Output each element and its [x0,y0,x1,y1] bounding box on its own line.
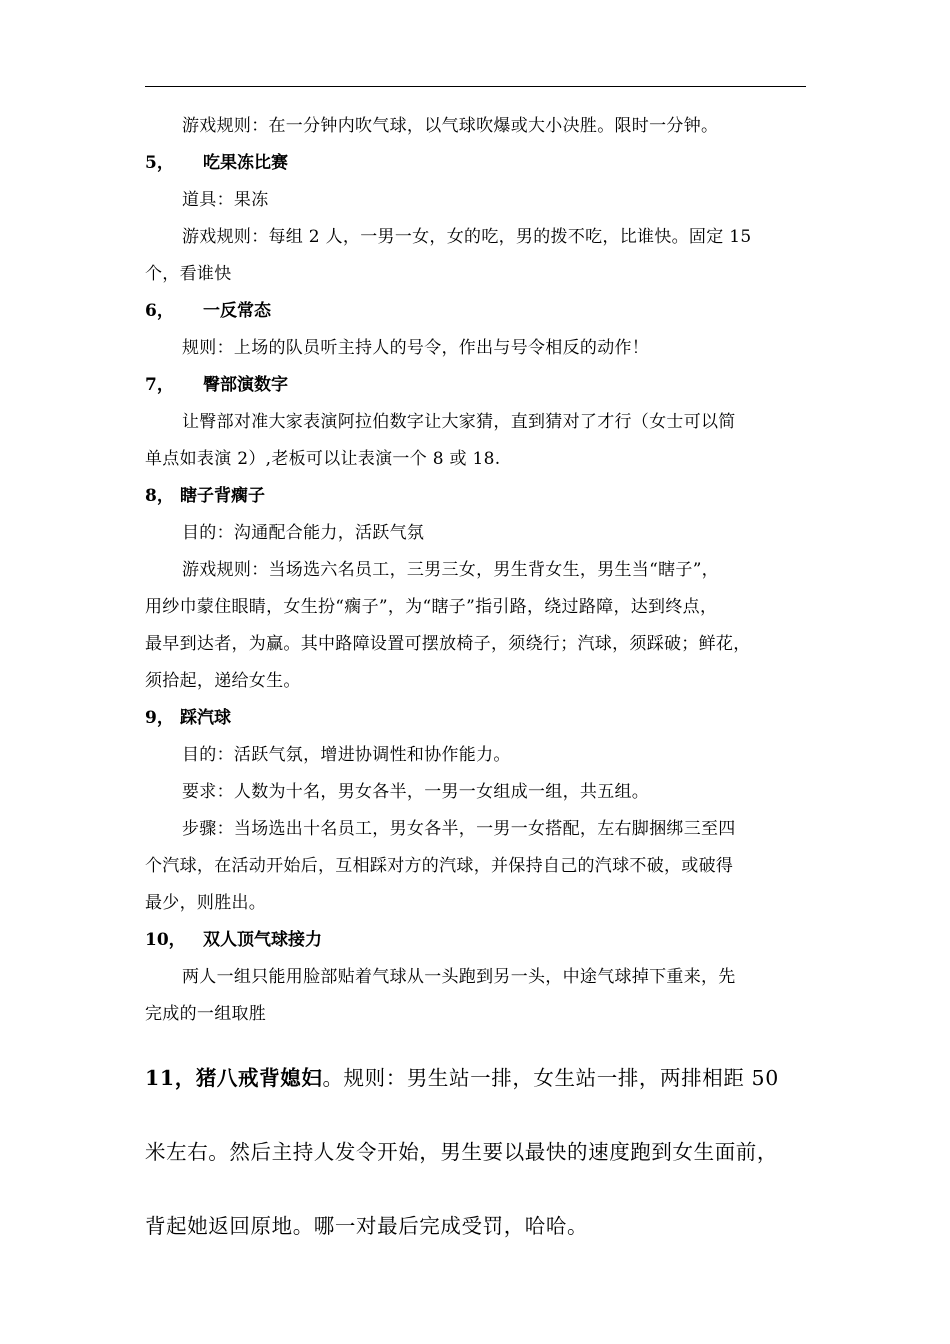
item-9-number: 9， [145,708,174,728]
item-10-text-line-2: 完成的一组取胜 [145,1004,267,1024]
item-10-heading [145,922,817,959]
item-6-number: 6， [145,301,174,321]
item-7-text-line-1: 让臀部对准大家表演阿拉伯数字让大家猜，直到猜对了才行（女士可以简 [182,412,736,432]
item-11-text-line-1: 。规则：男生站一排，女生站一排，两排相距 50 [322,1066,779,1090]
item-11-block [145,1041,817,1263]
item-8-rule-line-3: 最早到达者，为赢。其中路障设置可摆放椅子，须绕行；汽球，须踩破；鲜花， [145,634,751,654]
item-5-rule-line-1: 游戏规则：每组 2 人，一男一女，女的吃，男的拨不吃，比谁快。固定 15 [182,227,752,247]
item-10-title: 双人顶气球接力 [203,930,322,950]
item-5-rule-line-2: 个，看谁快 [145,264,232,284]
item-8-rule-line-1: 游戏规则：当场选六名员工，三男三女，男生背女生，男生当“瞎子”， [182,560,719,580]
item-9-heading [145,700,817,737]
item-5-title: 吃果冻比赛 [203,153,288,173]
item-5-number: 5， [145,153,174,173]
item-6-heading [145,293,817,330]
item-8-number: 8， [145,486,174,506]
item-9-steps-line-1: 步骤：当场选出十名员工，男女各半，一男一女搭配，左右脚捆绑三至四 [182,819,736,839]
item-5-props: 道具：果冻 [182,190,269,210]
item-11-text-line-2: 米左右。然后主持人发令开始，男生要以最快的速度跑到女生面前， [145,1140,778,1164]
item-8-heading [145,478,817,515]
document-body [145,108,817,1263]
item-6-title: 一反常态 [203,301,271,321]
item-7-title: 臀部演数字 [203,375,288,395]
item-8-title: 瞎子背瘸子 [180,486,265,506]
header-rule [145,86,806,87]
item-9-steps-line-3: 最少，则胜出。 [145,893,267,913]
item-9-title: 踩汽球 [180,708,231,728]
item-10-text-line-1: 两人一组只能用脸部贴着气球从一头跑到另一头，中途气球掉下重来，先 [182,967,736,987]
item-6-rule: 规则：上场的队员听主持人的号令，作出与号令相反的动作！ [182,338,650,358]
item-9-steps-line-2: 个汽球，在活动开始后，互相踩对方的汽球，并保持自己的汽球不破，或破得 [145,856,734,876]
item-8-rule-line-4: 须拾起，递给女生。 [145,671,301,691]
item-9-purpose: 目的：活跃气氛，增进协调性和协作能力。 [182,745,511,765]
item-8-rule-line-2: 用纱巾蒙住眼睛，女生扮“瘸子”，为“瞎子”指引路，绕过路障，达到终点， [145,597,718,617]
balloon-blow-rule: 游戏规则：在一分钟内吹气球，以气球吹爆或大小决胜。限时一分钟。 [182,116,719,136]
item-5-heading [145,145,817,182]
item-7-heading [145,367,817,404]
item-7-text-line-2: 单点如表演 2）,老板可以让表演一个 8 或 18. [145,449,501,469]
item-7-number: 7， [145,375,174,395]
item-11-title: 11，猪八戒背媳妇 [145,1066,323,1090]
item-11-text-line-3: 背起她返回原地。哪一对最后完成受罚，哈哈。 [145,1214,589,1238]
item-11-line-1 [145,1041,817,1115]
item-10-number: 10， [145,930,186,950]
item-9-requirements: 要求：人数为十名，男女各半，一男一女组成一组，共五组。 [182,782,650,802]
item-8-purpose: 目的：沟通配合能力，活跃气氛 [182,523,425,543]
